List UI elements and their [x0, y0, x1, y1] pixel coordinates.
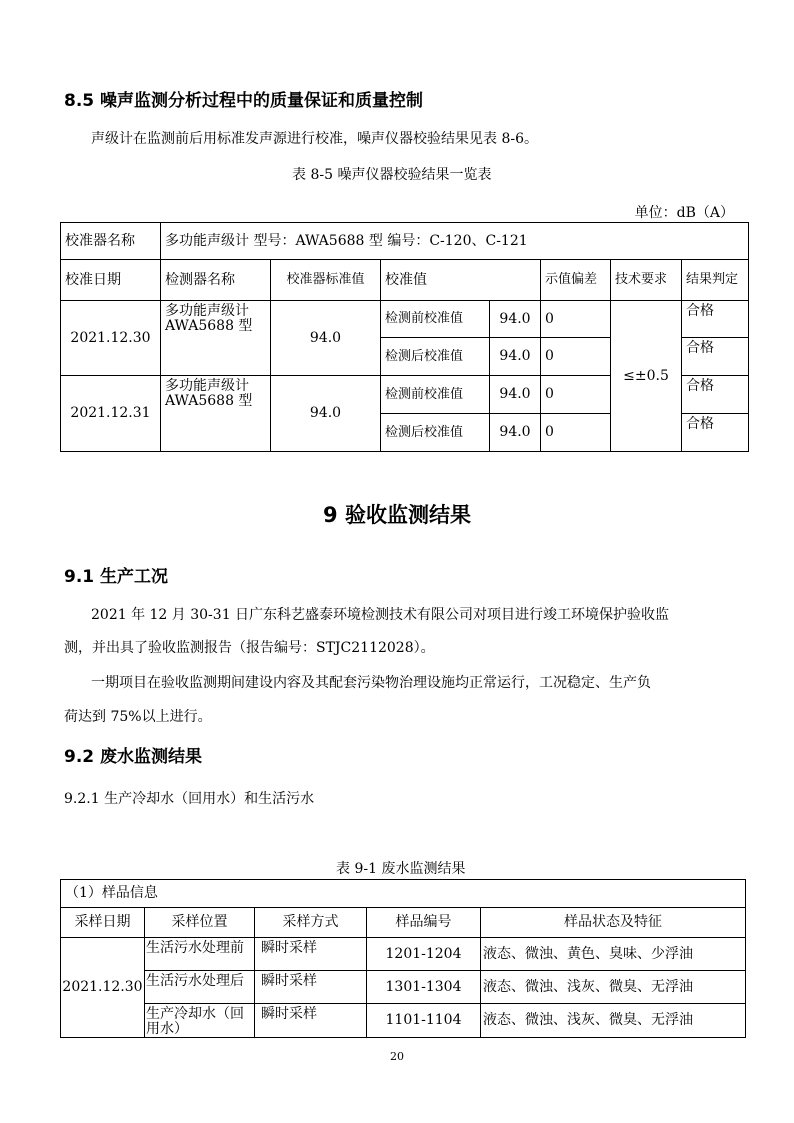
section-title: 9.2 废水监测结果 [64, 747, 203, 767]
cell: 94.0 [490, 338, 541, 376]
unit-label: 单位：dB（A） [634, 205, 734, 221]
cell: 1301-1304 [367, 971, 481, 1004]
cell: 0 [541, 376, 611, 414]
cell: 检测前校准值 [381, 301, 490, 338]
header-cell: 样品编号 [367, 908, 481, 938]
section-title: 8.5 噪声监测分析过程中的质量保证和质量控制 [64, 91, 424, 111]
cell: 2021.12.30 [61, 938, 145, 1038]
cell: 合格 [682, 338, 749, 376]
table-row [61, 1004, 746, 1038]
cell: 0 [541, 301, 611, 338]
header-cell: 结果判定 [682, 260, 749, 301]
header-cell: 示值偏差 [541, 260, 611, 301]
page-number: 20 [390, 1050, 404, 1063]
cell: 检测后校准值 [381, 414, 490, 452]
subsection-title: 9.2.1 生产冷却水（回用水）和生活污水 [64, 791, 315, 807]
wastewater-table [60, 879, 746, 1038]
cell: 2021.12.30 [61, 301, 161, 376]
cell: 多功能声级计 型号：AWA5688 型 编号：C-120、C-121 [161, 223, 749, 260]
cell: 合格 [682, 376, 749, 414]
header-cell: 技术要求 [611, 260, 682, 301]
cell: 生活污水处理前 [145, 938, 255, 971]
cell: 检测后校准值 [381, 338, 490, 376]
cell: 液态、微浊、浅灰、微臭、无浮油 [481, 971, 746, 1004]
table-row [61, 880, 746, 908]
calibration-table [60, 222, 749, 452]
table-row [61, 223, 749, 260]
section-title: 9.1 生产工况 [64, 567, 169, 587]
paragraph-line: 2021 年 12 月 30-31 日广东科艺盛泰环境检测技术有限公司对项目进行竣工环境保护验收监 [91, 607, 670, 623]
cell: 多功能声级计 AWA5688 型 [161, 301, 271, 376]
cell: 94.0 [490, 301, 541, 338]
table-row [61, 938, 746, 971]
paragraph-line: 一期项目在验收监测期间建设内容及其配套污染物治理设施均正常运行，工况稳定、生产负 [91, 675, 651, 691]
cell: 瞬时采样 [255, 971, 367, 1004]
paragraph-line: 荷达到 75%以上进行。 [64, 709, 212, 725]
cell: （1）样品信息 [61, 880, 746, 908]
cell: 液态、微浊、黄色、臭味、少浮油 [481, 938, 746, 971]
cell: 合格 [682, 301, 749, 338]
header-cell: 校准日期 [61, 260, 161, 301]
header-cell: 采样位置 [145, 908, 255, 938]
cell: 1201-1204 [367, 938, 481, 971]
header-cell: 校准器标准值 [271, 260, 381, 301]
cell: 瞬时采样 [255, 938, 367, 971]
table-row [61, 971, 746, 1004]
cell: 0 [541, 338, 611, 376]
table-row [61, 301, 749, 338]
paragraph-line: 测，并出具了验收监测报告（报告编号：STJC2112028）。 [64, 640, 435, 656]
paragraph: 声级计在监测前后用标准发声源进行校准，噪声仪器校验结果见表 8-6。 [91, 131, 538, 147]
cell: 94.0 [271, 301, 381, 376]
header-cell: 校准值 [381, 260, 541, 301]
header-cell: 检测器名称 [161, 260, 271, 301]
header-cell: 采样方式 [255, 908, 367, 938]
cell: 生产冷却水（回用水） [145, 1004, 255, 1038]
cell: 生活污水处理后 [145, 971, 255, 1004]
cell: 94.0 [271, 376, 381, 452]
chapter-title: 9 验收监测结果 [323, 503, 471, 527]
cell: 2021.12.31 [61, 376, 161, 452]
cell: 校准器名称 [61, 223, 161, 260]
cell: 检测前校准值 [381, 376, 490, 414]
table-caption: 表 9-1 废水监测结果 [336, 861, 466, 877]
cell: 1101-1104 [367, 1004, 481, 1038]
header-cell: 采样日期 [61, 908, 145, 938]
cell: 0 [541, 414, 611, 452]
header-cell: 样品状态及特征 [481, 908, 746, 938]
table-header-row [61, 908, 746, 938]
table-caption: 表 8-5 噪声仪器校验结果一览表 [292, 167, 492, 183]
cell: 液态、微浊、浅灰、微臭、无浮油 [481, 1004, 746, 1038]
cell: ≤±0.5 [611, 301, 682, 452]
table-header-row [61, 260, 749, 301]
cell: 瞬时采样 [255, 1004, 367, 1038]
cell: 合格 [682, 414, 749, 452]
cell: 多功能声级计 AWA5688 型 [161, 376, 271, 452]
cell: 94.0 [490, 376, 541, 414]
cell: 94.0 [490, 414, 541, 452]
